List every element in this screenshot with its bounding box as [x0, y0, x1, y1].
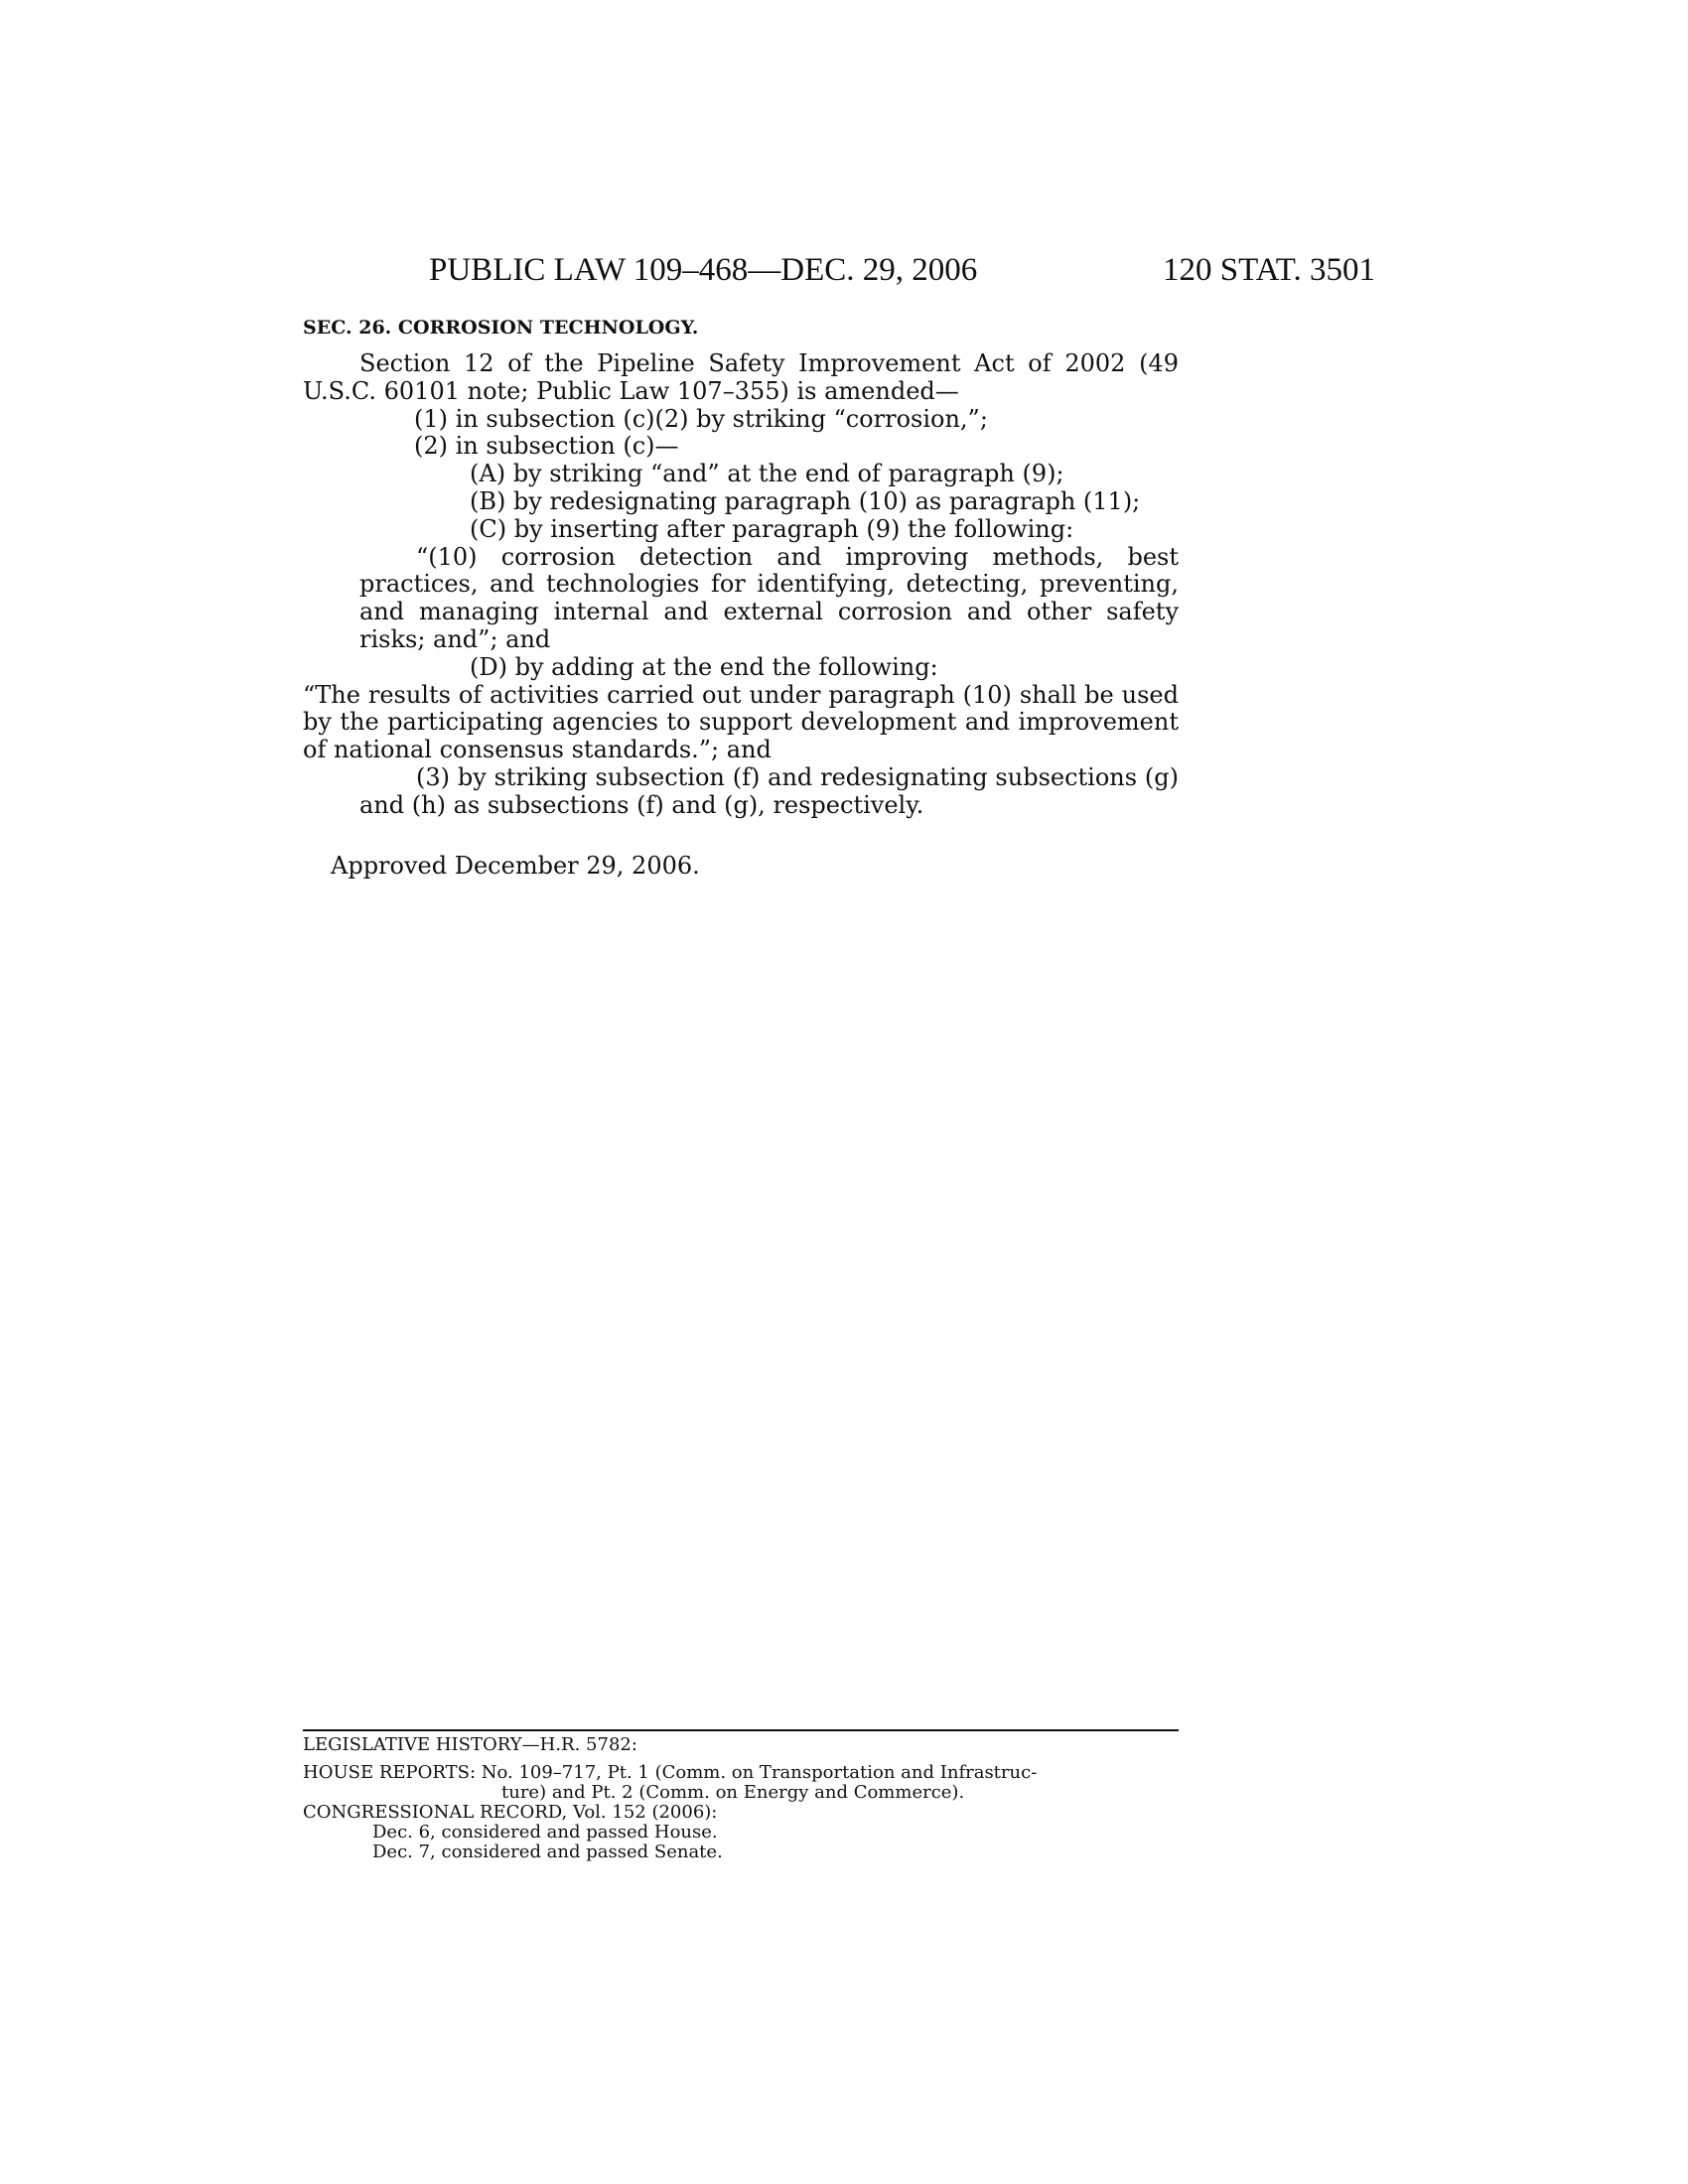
footnote-divider [303, 1729, 1179, 1731]
congressional-record: CONGRESSIONAL RECORD, Vol. 152 (2006): [303, 1802, 718, 1823]
amendment-item-1: (1) in subsection (c)(2) by striking “corrosion,”; [414, 404, 988, 433]
running-header-stat-page: 120 STAT. 3501 [1162, 252, 1375, 288]
house-reports-line-2: ture) and Pt. 2 (Comm. on Energy and Commerce). [501, 1782, 965, 1803]
running-header-title: PUBLIC LAW 109–468—DEC. 29, 2006 [429, 252, 978, 288]
section-body [303, 350, 1179, 820]
record-event-senate: Dec. 7, considered and passed Senate. [372, 1842, 723, 1862]
legislative-history [303, 1735, 1179, 1862]
section-heading: SEC. 26. CORROSION TECHNOLOGY. [303, 317, 699, 339]
record-event-house: Dec. 6, considered and passed House. [372, 1822, 718, 1843]
amendment-item-3: (3) by striking subsection (f) and redesignating subsections (g) and (h) as subsections (f) and (g), respectively. [359, 762, 1179, 819]
house-reports-line-1: HOUSE REPORTS: No. 109–717, Pt. 1 (Comm. on Transportation and Infrastruc- [303, 1762, 1038, 1783]
amendment-item-2d: (D) by adding at the end the following: [470, 652, 938, 681]
inserted-paragraph-10: “(10) corrosion detection and improving methods, best practices, and technologies for identifying, detecting, preventing, and managing internal and external corrosion and other safety risks; and”; and [359, 542, 1179, 653]
legislative-history-heading: LEGISLATIVE HISTORY—H.R. 5782: [303, 1734, 637, 1755]
amendment-item-2c: (C) by inserting after paragraph (9) the following: [470, 514, 1074, 543]
amendment-item-2: (2) in subsection (c)— [414, 432, 679, 461]
amendment-item-2a: (A) by striking “and” at the end of paragraph (9); [470, 460, 1064, 488]
amendment-item-2b: (B) by redesignating paragraph (10) as paragraph (11); [470, 486, 1141, 515]
approval-date: Approved December 29, 2006. [331, 852, 700, 880]
section-intro-paragraph: Section 12 of the Pipeline Safety Improvement Act of 2002 (49 U.S.C. 60101 note; Public Law 107–355) is amended— [303, 349, 1179, 405]
added-results-text: “The results of activities carried out under paragraph (10) shall be used by the participating agencies to support development and improvement of national consensus standards.”; and [303, 680, 1179, 764]
